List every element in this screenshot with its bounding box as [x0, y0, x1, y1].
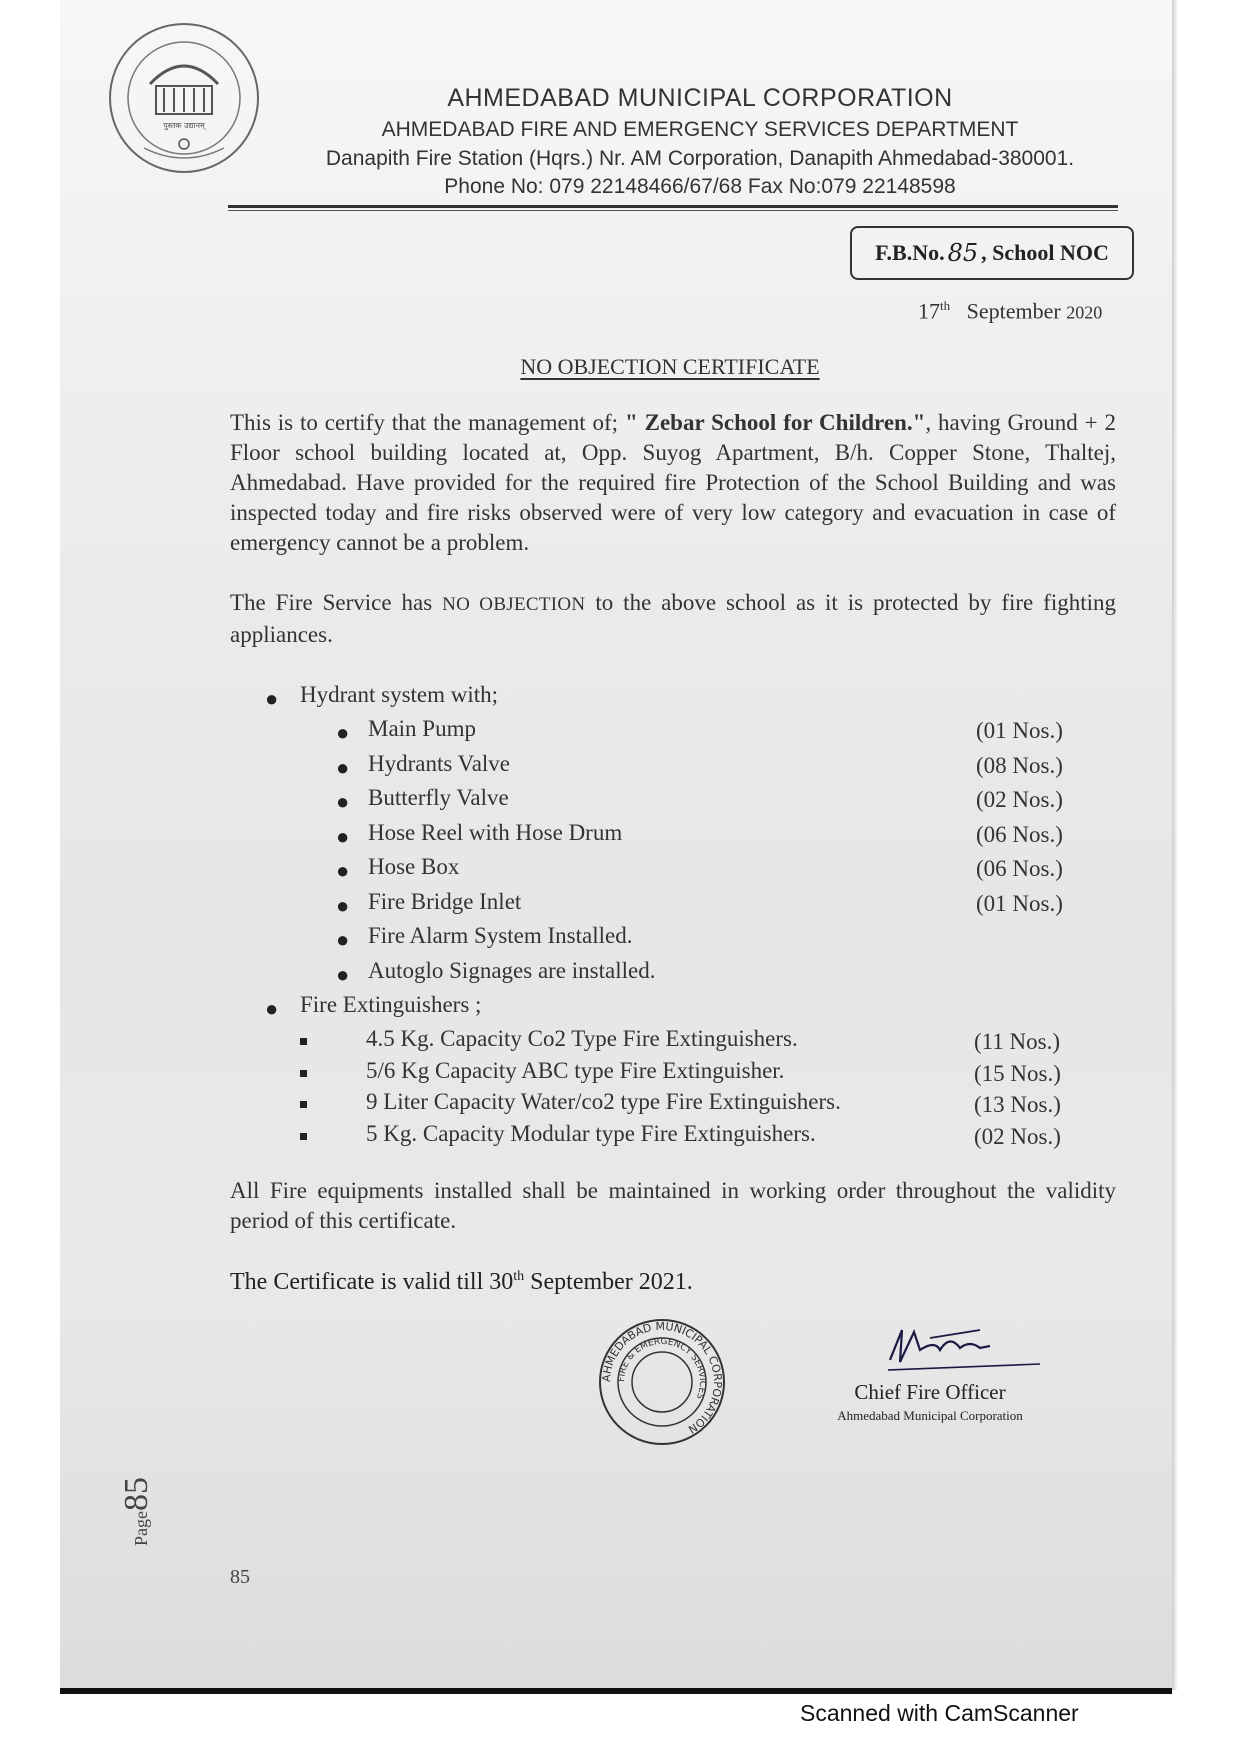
signatory-title: Chief Fire Officer [854, 1380, 1006, 1404]
date-month: September [966, 298, 1061, 324]
page-number: 85 [230, 1566, 250, 1588]
bullet-icon: ● [336, 892, 350, 918]
para2-pre: The Fire Service has [230, 590, 443, 615]
hydrant-item-qty: (01 Nos.) [976, 890, 1063, 916]
hydrant-item-label: Butterfly Valve [368, 785, 509, 810]
bullet-icon: ● [336, 858, 350, 883]
square-bullet-icon [300, 1070, 307, 1077]
para2-post: to the above school as it is protected by fire fighting appliances. [230, 590, 1116, 647]
contact-line: Phone No: 079 22148466/67/68 Fax No:079 22148598 [444, 175, 956, 198]
header-rule [228, 205, 1118, 208]
page-word: Page [131, 1511, 151, 1546]
seal-inner-text: FIRE & EMERGENCY SERVICES [616, 1336, 708, 1401]
extinguisher-item-qty: (13 Nos.) [974, 1092, 1061, 1117]
validity-pre: The Certificate is valid till 30 [230, 1269, 514, 1295]
validity-line [230, 1262, 1116, 1297]
certification-paragraph [230, 408, 1116, 558]
hydrant-item-label: Hose Reel with Hose Drum [368, 819, 623, 845]
hydrant-item-qty: (01 Nos.) [976, 718, 1063, 743]
certificate-title: NO OBJECTION CERTIFICATE [520, 354, 820, 379]
hydrant-item-label: Fire Alarm System Installed. [368, 923, 633, 948]
scanner-watermark: Scanned with CamScanner [800, 1700, 1079, 1726]
ref-suffix: , School NOC [981, 240, 1109, 265]
extinguisher-item-qty: (15 Nos.) [974, 1060, 1061, 1086]
paper-edge [1172, 0, 1178, 1690]
hydrant-item-label: Hose Box [368, 854, 460, 879]
ref-handwritten-number: 85 [947, 239, 979, 267]
square-bullet-icon [300, 1101, 307, 1108]
school-name: " Zebar School for Children." [624, 410, 926, 435]
signature-graphic [880, 1320, 1050, 1380]
hydrant-item-qty: (06 Nos.) [976, 856, 1063, 881]
hydrant-item-label: Autoglo Signages are installed. [368, 957, 656, 983]
side-page-label [118, 1446, 218, 1546]
fire-service-seal [598, 1318, 726, 1446]
hydrant-item-qty: (06 Nos.) [976, 821, 1063, 847]
bullet-icon: ● [336, 927, 350, 952]
bullet-icon: ● [265, 686, 279, 711]
extinguisher-item-label: 4.5 Kg. Capacity Co2 Type Fire Extinguishers. [366, 1026, 798, 1051]
hydrant-item-qty: (08 Nos.) [976, 752, 1063, 778]
date-day: 17 [918, 298, 940, 324]
bullet-icon: ● [336, 823, 350, 849]
square-bullet-icon [300, 1133, 307, 1140]
paper-bottom-edge [60, 1688, 1172, 1694]
extinguisher-item-label: 5/6 Kg Capacity ABC type Fire Extinguisher. [366, 1057, 785, 1083]
bullet-icon: ● [336, 720, 350, 745]
extinguisher-item-qty: (02 Nos.) [974, 1123, 1061, 1149]
seal-outer-text: AHMEDABAD MUNICIPAL CORPORATION [599, 1319, 725, 1436]
bullet-icon: ● [336, 961, 350, 987]
hydrant-heading: Hydrant system with; [300, 682, 499, 707]
issue-date [918, 298, 1102, 324]
date-day-suffix: th [940, 298, 951, 313]
logo-inscription: पुस्तक उद्यानम् [163, 121, 205, 130]
header-rule-thin [228, 210, 1118, 211]
hydrant-item-label: Hydrants Valve [368, 750, 511, 776]
hydrant-item-label: Fire Bridge Inlet [368, 888, 522, 914]
extinguisher-item-label: 5 Kg. Capacity Modular type Fire Extinguishers. [366, 1120, 816, 1146]
para1-post: , having Ground + 2 Floor school building located at, Opp. Suyog Apartment, B/h. Copper Stone, Thaltej, Ahmedabad. Have provided for the required fire Protection of the School Building and was inspected today and fire risks observed were of very low category and evacuation in case of emergency cannot be a problem. [230, 410, 1117, 555]
hydrant-item-label: Main Pump [368, 716, 476, 741]
para1-pre: This is to certify that the management of; [230, 410, 625, 435]
reference-box [850, 226, 1134, 280]
address: Danapith Fire Station (Hqrs.) Nr. AM Corporation, Danapith Ahmedabad-380001. [325, 147, 1075, 170]
maintenance-paragraph: All Fire equipments installed shall be maintained in working order throughout the validity period of this certificate. [230, 1178, 1116, 1233]
extinguishers-heading: Fire Extinguishers ; [300, 992, 482, 1017]
bullet-icon: ● [336, 754, 350, 780]
no-objection-paragraph [230, 588, 1116, 650]
department-name: AHMEDABAD FIRE AND EMERGENCY SERVICES DEPARTMENT [381, 118, 1019, 141]
bullet-icon: ● [265, 996, 279, 1021]
hydrant-item-qty: (02 Nos.) [976, 787, 1063, 812]
square-bullet-icon [300, 1038, 307, 1045]
signatory-org: Ahmedabad Municipal Corporation [837, 1408, 1023, 1423]
ref-prefix: F.B.No. [875, 240, 945, 265]
extinguisher-item-label: 9 Liter Capacity Water/co2 type Fire Extinguishers. [366, 1089, 841, 1114]
org-name: AHMEDABAD MUNICIPAL CORPORATION [447, 84, 953, 112]
bullet-icon: ● [336, 789, 350, 814]
validity-post: September 2021. [524, 1269, 693, 1295]
validity-sup: th [513, 1269, 525, 1284]
page-label-number: 85 [118, 1477, 155, 1511]
extinguisher-item-qty: (11 Nos.) [974, 1029, 1061, 1054]
date-year: 2020 [1066, 302, 1103, 323]
no-objection-caps: NO OBJECTION [442, 594, 586, 615]
